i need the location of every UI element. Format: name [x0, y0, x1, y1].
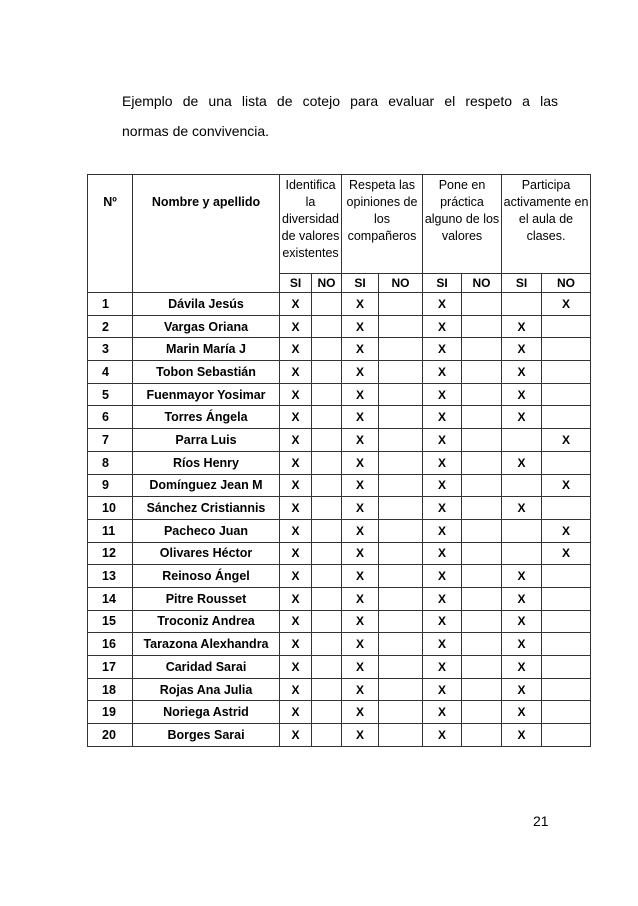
- student-name: Tarazona Alexhandra: [133, 633, 280, 656]
- student-name: Domínguez Jean M: [133, 474, 280, 497]
- checklist-table: [87, 174, 591, 747]
- row-number: 18: [88, 678, 133, 701]
- check-mark-cell: X: [423, 565, 462, 588]
- check-mark-cell: X: [280, 315, 312, 338]
- check-mark-cell: [542, 338, 591, 361]
- check-mark-cell: X: [280, 361, 312, 384]
- row-number: 16: [88, 633, 133, 656]
- check-mark-cell: [312, 451, 342, 474]
- check-mark-cell: [542, 633, 591, 656]
- row-number: 9: [88, 474, 133, 497]
- header-name: Nombre y apellido: [133, 175, 280, 293]
- student-name: Fuenmayor Yosimar: [133, 383, 280, 406]
- header-no: NO: [312, 274, 342, 293]
- row-number: 11: [88, 519, 133, 542]
- check-mark-cell: X: [280, 293, 312, 316]
- check-mark-cell: [462, 656, 502, 679]
- check-mark-cell: X: [342, 315, 379, 338]
- check-mark-cell: X: [342, 610, 379, 633]
- check-mark-cell: X: [423, 315, 462, 338]
- row-number: 10: [88, 497, 133, 520]
- check-mark-cell: X: [342, 542, 379, 565]
- check-mark-cell: X: [280, 565, 312, 588]
- check-mark-cell: X: [280, 519, 312, 542]
- check-mark-cell: X: [423, 542, 462, 565]
- check-mark-cell: X: [342, 724, 379, 747]
- check-mark-cell: [462, 542, 502, 565]
- check-mark-cell: X: [342, 587, 379, 610]
- check-mark-cell: X: [423, 633, 462, 656]
- check-mark-cell: X: [280, 610, 312, 633]
- check-mark-cell: X: [423, 361, 462, 384]
- check-mark-cell: [312, 656, 342, 679]
- student-name: Caridad Sarai: [133, 656, 280, 679]
- table-row: [88, 315, 591, 338]
- check-mark-cell: [502, 474, 542, 497]
- check-mark-cell: [312, 701, 342, 724]
- row-number: 4: [88, 361, 133, 384]
- check-mark-cell: X: [542, 293, 591, 316]
- header-criterion-2: Respeta las opiniones de los compañeros: [342, 175, 423, 274]
- table-row: [88, 474, 591, 497]
- check-mark-cell: X: [423, 724, 462, 747]
- check-mark-cell: [462, 610, 502, 633]
- table-row: [88, 656, 591, 679]
- check-mark-cell: X: [542, 519, 591, 542]
- check-mark-cell: [312, 361, 342, 384]
- check-mark-cell: X: [423, 497, 462, 520]
- check-mark-cell: X: [342, 361, 379, 384]
- check-mark-cell: X: [423, 429, 462, 452]
- header-no: NO: [462, 274, 502, 293]
- student-name: Vargas Oriana: [133, 315, 280, 338]
- check-mark-cell: [462, 474, 502, 497]
- table-row: [88, 497, 591, 520]
- check-mark-cell: X: [280, 542, 312, 565]
- check-mark-cell: [502, 542, 542, 565]
- check-mark-cell: X: [542, 542, 591, 565]
- check-mark-cell: X: [502, 565, 542, 588]
- table-row: [88, 519, 591, 542]
- check-mark-cell: [379, 587, 423, 610]
- row-number: 12: [88, 542, 133, 565]
- header-si: SI: [502, 274, 542, 293]
- check-mark-cell: X: [502, 701, 542, 724]
- check-mark-cell: [379, 656, 423, 679]
- row-number: 8: [88, 451, 133, 474]
- check-mark-cell: X: [342, 474, 379, 497]
- check-mark-cell: X: [342, 293, 379, 316]
- check-mark-cell: X: [342, 656, 379, 679]
- check-mark-cell: [462, 315, 502, 338]
- check-mark-cell: [462, 678, 502, 701]
- check-mark-cell: X: [280, 451, 312, 474]
- check-mark-cell: [462, 429, 502, 452]
- check-mark-cell: X: [502, 497, 542, 520]
- check-mark-cell: X: [342, 383, 379, 406]
- row-number: 1: [88, 293, 133, 316]
- check-mark-cell: [542, 451, 591, 474]
- row-number: 20: [88, 724, 133, 747]
- check-mark-cell: [542, 361, 591, 384]
- student-name: Troconiz Andrea: [133, 610, 280, 633]
- intro-paragraph: [122, 86, 558, 146]
- check-mark-cell: [542, 701, 591, 724]
- row-number: 2: [88, 315, 133, 338]
- check-mark-cell: X: [423, 678, 462, 701]
- check-mark-cell: [542, 587, 591, 610]
- student-name: Sánchez Cristiannis: [133, 497, 280, 520]
- check-mark-cell: [379, 519, 423, 542]
- check-mark-cell: X: [502, 587, 542, 610]
- check-mark-cell: [312, 565, 342, 588]
- check-mark-cell: X: [423, 587, 462, 610]
- page-number: 21: [533, 813, 549, 829]
- table-row: [88, 701, 591, 724]
- row-number: 17: [88, 656, 133, 679]
- check-mark-cell: [542, 724, 591, 747]
- header-criterion-4: Participa activamente en el aula de clases.: [502, 175, 591, 274]
- check-mark-cell: X: [502, 406, 542, 429]
- check-mark-cell: [462, 406, 502, 429]
- check-mark-cell: [542, 565, 591, 588]
- check-mark-cell: [379, 633, 423, 656]
- checklist-table-container: [87, 174, 590, 747]
- table-row: [88, 338, 591, 361]
- check-mark-cell: X: [423, 656, 462, 679]
- check-mark-cell: [502, 519, 542, 542]
- student-name: Reinoso Ángel: [133, 565, 280, 588]
- table-row: [88, 565, 591, 588]
- check-mark-cell: [379, 383, 423, 406]
- table-row: [88, 542, 591, 565]
- check-mark-cell: X: [342, 429, 379, 452]
- row-number: 14: [88, 587, 133, 610]
- check-mark-cell: X: [502, 633, 542, 656]
- check-mark-cell: [379, 565, 423, 588]
- check-mark-cell: X: [280, 656, 312, 679]
- check-mark-cell: [542, 497, 591, 520]
- header-number: Nº: [88, 175, 133, 293]
- check-mark-cell: [379, 406, 423, 429]
- check-mark-cell: [379, 361, 423, 384]
- check-mark-cell: [379, 293, 423, 316]
- check-mark-cell: [462, 633, 502, 656]
- check-mark-cell: X: [423, 474, 462, 497]
- student-name: Ríos Henry: [133, 451, 280, 474]
- check-mark-cell: [379, 474, 423, 497]
- row-number: 19: [88, 701, 133, 724]
- header-si: SI: [423, 274, 462, 293]
- check-mark-cell: X: [280, 338, 312, 361]
- student-name: Torres Ángela: [133, 406, 280, 429]
- table-row: [88, 587, 591, 610]
- student-name: Pacheco Juan: [133, 519, 280, 542]
- check-mark-cell: [462, 565, 502, 588]
- check-mark-cell: [312, 383, 342, 406]
- intro-line-1: Ejemplo de una lista de cotejo para evaluar el respeto a las: [122, 93, 558, 109]
- row-number: 3: [88, 338, 133, 361]
- table-row: [88, 678, 591, 701]
- table-row: [88, 429, 591, 452]
- check-mark-cell: X: [423, 610, 462, 633]
- check-mark-cell: X: [280, 406, 312, 429]
- check-mark-cell: X: [502, 451, 542, 474]
- check-mark-cell: [379, 429, 423, 452]
- check-mark-cell: [312, 474, 342, 497]
- check-mark-cell: [542, 383, 591, 406]
- check-mark-cell: X: [542, 474, 591, 497]
- check-mark-cell: X: [342, 633, 379, 656]
- table-row: [88, 293, 591, 316]
- check-mark-cell: X: [423, 338, 462, 361]
- row-number: 6: [88, 406, 133, 429]
- check-mark-cell: [379, 315, 423, 338]
- row-number: 7: [88, 429, 133, 452]
- check-mark-cell: [312, 724, 342, 747]
- check-mark-cell: [312, 587, 342, 610]
- student-name: Borges Sarai: [133, 724, 280, 747]
- check-mark-cell: [312, 429, 342, 452]
- check-mark-cell: [312, 293, 342, 316]
- student-name: Parra Luis: [133, 429, 280, 452]
- check-mark-cell: [312, 338, 342, 361]
- check-mark-cell: X: [342, 701, 379, 724]
- check-mark-cell: [312, 610, 342, 633]
- check-mark-cell: X: [342, 519, 379, 542]
- student-name: Pitre Rousset: [133, 587, 280, 610]
- header-criterion-3: Pone en práctica alguno de los valores: [423, 175, 502, 274]
- check-mark-cell: [312, 406, 342, 429]
- table-row: [88, 406, 591, 429]
- check-mark-cell: [379, 610, 423, 633]
- table-row: [88, 724, 591, 747]
- check-mark-cell: [312, 519, 342, 542]
- student-name: Rojas Ana Julia: [133, 678, 280, 701]
- check-mark-cell: X: [342, 338, 379, 361]
- check-mark-cell: [502, 293, 542, 316]
- header-criterion-1: Identifica la diversidad de valores existentes: [280, 175, 342, 274]
- row-number: 5: [88, 383, 133, 406]
- check-mark-cell: [312, 497, 342, 520]
- table-row: [88, 361, 591, 384]
- check-mark-cell: [379, 451, 423, 474]
- check-mark-cell: [312, 542, 342, 565]
- check-mark-cell: X: [542, 429, 591, 452]
- table-row: [88, 383, 591, 406]
- student-name: Marin María J: [133, 338, 280, 361]
- check-mark-cell: X: [342, 678, 379, 701]
- check-mark-cell: [462, 587, 502, 610]
- header-no: NO: [379, 274, 423, 293]
- check-mark-cell: [379, 678, 423, 701]
- check-mark-cell: [462, 383, 502, 406]
- check-mark-cell: X: [342, 565, 379, 588]
- check-mark-cell: X: [280, 474, 312, 497]
- check-mark-cell: [462, 361, 502, 384]
- check-mark-cell: [312, 315, 342, 338]
- check-mark-cell: X: [502, 610, 542, 633]
- table-row: [88, 610, 591, 633]
- check-mark-cell: [462, 497, 502, 520]
- check-mark-cell: [312, 633, 342, 656]
- check-mark-cell: X: [280, 383, 312, 406]
- header-si: SI: [280, 274, 312, 293]
- row-number: 15: [88, 610, 133, 633]
- check-mark-cell: [542, 678, 591, 701]
- check-mark-cell: X: [280, 724, 312, 747]
- check-mark-cell: X: [502, 361, 542, 384]
- check-mark-cell: [542, 656, 591, 679]
- check-mark-cell: [462, 338, 502, 361]
- check-mark-cell: X: [502, 383, 542, 406]
- check-mark-cell: [462, 724, 502, 747]
- check-mark-cell: X: [423, 451, 462, 474]
- check-mark-cell: [379, 701, 423, 724]
- table-row: [88, 451, 591, 474]
- check-mark-cell: [462, 451, 502, 474]
- check-mark-cell: X: [280, 678, 312, 701]
- check-mark-cell: [379, 542, 423, 565]
- check-mark-cell: [462, 293, 502, 316]
- check-mark-cell: X: [423, 293, 462, 316]
- check-mark-cell: [542, 610, 591, 633]
- check-mark-cell: X: [502, 678, 542, 701]
- check-mark-cell: X: [423, 383, 462, 406]
- student-name: Dávila Jesús: [133, 293, 280, 316]
- check-mark-cell: X: [342, 497, 379, 520]
- check-mark-cell: [379, 497, 423, 520]
- check-mark-cell: X: [502, 724, 542, 747]
- check-mark-cell: X: [280, 429, 312, 452]
- check-mark-cell: [379, 724, 423, 747]
- header-no: NO: [542, 274, 591, 293]
- check-mark-cell: X: [280, 587, 312, 610]
- check-mark-cell: X: [342, 451, 379, 474]
- check-mark-cell: X: [423, 519, 462, 542]
- check-mark-cell: X: [280, 701, 312, 724]
- check-mark-cell: X: [423, 406, 462, 429]
- check-mark-cell: X: [342, 406, 379, 429]
- check-mark-cell: [542, 406, 591, 429]
- check-mark-cell: X: [502, 656, 542, 679]
- student-name: Tobon Sebastián: [133, 361, 280, 384]
- table-row: [88, 633, 591, 656]
- check-mark-cell: [462, 519, 502, 542]
- check-mark-cell: [542, 315, 591, 338]
- check-mark-cell: X: [280, 633, 312, 656]
- check-mark-cell: [502, 429, 542, 452]
- check-mark-cell: X: [280, 497, 312, 520]
- student-name: Noriega Astrid: [133, 701, 280, 724]
- check-mark-cell: [462, 701, 502, 724]
- check-mark-cell: [379, 338, 423, 361]
- check-mark-cell: X: [423, 701, 462, 724]
- check-mark-cell: [312, 678, 342, 701]
- student-name: Olivares Héctor: [133, 542, 280, 565]
- check-mark-cell: X: [502, 315, 542, 338]
- row-number: 13: [88, 565, 133, 588]
- header-si: SI: [342, 274, 379, 293]
- check-mark-cell: X: [502, 338, 542, 361]
- intro-line-2: normas de convivencia.: [122, 123, 270, 139]
